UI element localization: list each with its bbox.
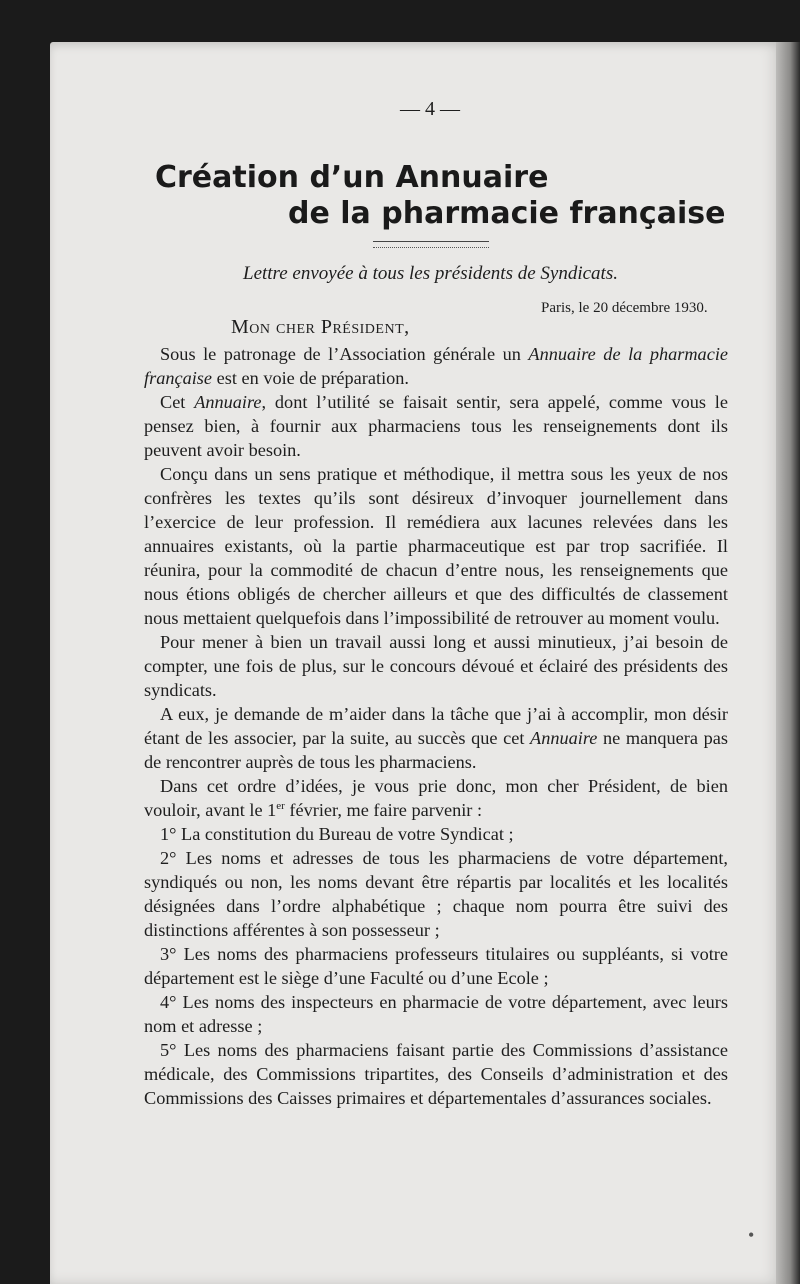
emphasis: Annuaire: [194, 392, 262, 412]
dateline: Paris, le 20 décembre 1930.: [541, 300, 708, 316]
title-line-2: de la pharmacie française: [288, 196, 726, 231]
item-number: 5°: [160, 1040, 177, 1060]
item-number: 3°: [160, 944, 177, 964]
paragraph-6: Dans cet ordre d’idées, je vous prie donc, mon cher Président, de bien vouloir, avant le 1er février, me faire parvenir :: [144, 776, 728, 820]
list-item-4: 4° Les noms des inspecteurs en pharmacie de votre département, avec leurs nom et adresse ;: [144, 992, 728, 1036]
letter-body: [144, 342, 728, 1110]
title-divider: [373, 241, 489, 248]
paragraph-3: Conçu dans un sens pratique et méthodique, il mettra sous les yeux de nos confrères les textes qu’ils sont désireux d’invoquer journellement dans l’exercice de leur profession. Il remédiera aux lacunes relevées dans les annuaires existants, où la partie pharmaceutique est par trop sacrifiée. Il réunira, pour la commodité de chacun d’entre nous, les renseignements que nous étions obligés de chercher ailleurs et que des difficultés de classement nous mettaient quelquefois dans l’impossibilité de retrouver au moment voulu.: [144, 464, 728, 628]
list-item-5: 5° Les noms des pharmaciens faisant partie des Commissions d’assistance médicale, des Commissions tripartites, des Conseils d’administration et des Commissions des Caisses primaires et départementales d’assurances sociales.: [144, 1040, 728, 1108]
emphasis: Annuaire de la pharmacie française: [144, 344, 729, 388]
page-edge: [776, 42, 800, 1284]
list-item-2: 2° Les noms et adresses de tous les pharmaciens de votre département, syndiqués ou non, les noms devant être répartis par localités et les localités désignées dans l’ordre alphabétique ; chaque nom pourra être suivi des distinctions afférentes à son possesseur ;: [144, 848, 729, 940]
item-number: 1°: [160, 824, 177, 844]
item-number: 2°: [160, 848, 177, 868]
paragraph-1: Sous le patronage de l’Association générale un Annuaire de la pharmacie française est en voie de préparation.: [144, 344, 729, 388]
emphasis: Annuaire: [530, 728, 598, 748]
subtitle: Lettre envoyée à tous les présidents de Syndicats.: [243, 263, 618, 284]
item-number: 4°: [160, 992, 177, 1012]
list-item-1: 1° La constitution du Bureau de votre Syndicat ;: [160, 824, 514, 844]
paragraph-5: A eux, je demande de m’aider dans la tâche que j’ai à accomplir, mon désir étant de les associer, par la suite, au succès que cet Annuaire ne manquera pas de rencontrer auprès de tous les pharmaciens.: [144, 704, 728, 772]
salutation: Mon cher Président,: [231, 316, 410, 338]
page-number: — 4 —: [400, 98, 460, 120]
article-title: [155, 160, 755, 232]
corner-mark-icon: •: [748, 1225, 755, 1245]
paragraph-4: Pour mener à bien un travail aussi long et aussi minutieux, j’ai besoin de compter, une fois de plus, sur le concours dévoué et éclairé des présidents des syndicats.: [144, 632, 728, 700]
list-item-3: 3° Les noms des pharmaciens professeurs titulaires ou suppléants, si votre département est le siège d’une Faculté ou d’une Ecole ;: [144, 944, 728, 988]
paragraph-2: Cet Annuaire, dont l’utilité se faisait sentir, sera appelé, comme vous le pensez bien, à fournir aux pharmaciens tous les renseignements dont ils peuvent avoir besoin.: [144, 392, 728, 460]
title-line-1: Création d’un Annuaire: [155, 160, 549, 195]
